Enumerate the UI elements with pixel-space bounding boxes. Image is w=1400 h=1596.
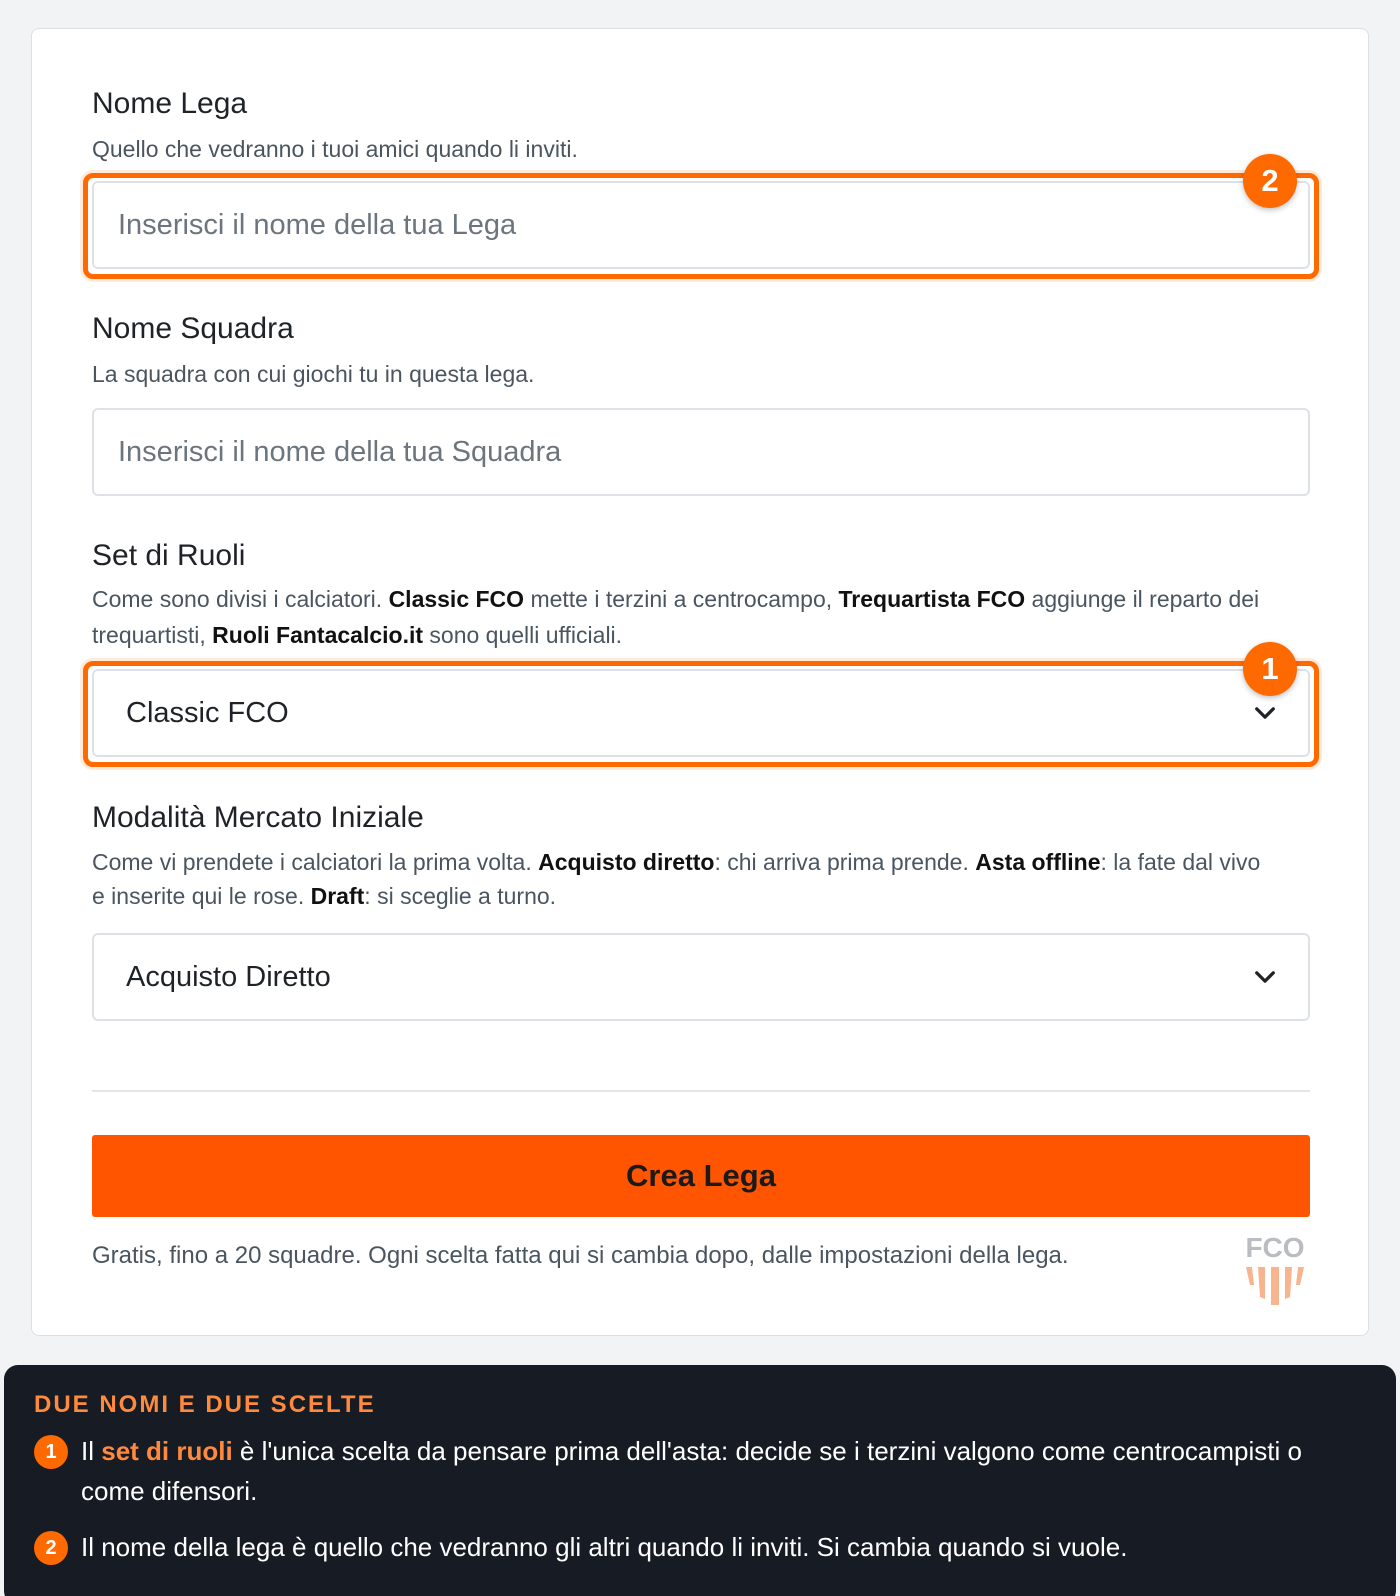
chevron-down-icon [1254,966,1276,988]
form-divider [92,1090,1310,1092]
team-name-input[interactable] [92,408,1310,496]
market-mode-help: Come vi prendete i calciatori la prima volta. Acquisto diretto: chi arriva prima prende. Asta offline: la fate dal vivo e inserite qui le rose. Draft: si sceglie a turno. [92,849,1261,909]
roles-set-select[interactable] [92,669,1310,757]
tip-highlight: set di ruoli [101,1436,233,1466]
league-name-title: Nome Lega [92,87,248,120]
asta-offline-label: Asta offline [975,849,1101,875]
market-mode-title: Modalità Mercato Iniziale [92,801,424,834]
trequartista-fco-label: Trequartista FCO [838,586,1026,612]
tip-text: Il set di ruoli è l'unica scelta da pensare prima dell'asta: decide se i terzini valgono come centrocampisti o come difensori. [81,1436,1302,1506]
ruoli-fantacalcio-label: Ruoli Fantacalcio.it [212,622,424,648]
step-marker-1: 1 [1243,642,1297,696]
tip-item [34,1431,1364,1511]
acquisto-diretto-label: Acquisto diretto [538,849,715,875]
step-marker-2: 2 [1243,154,1297,208]
draft-label: Draft [310,883,365,909]
market-mode-selected-value: Acquisto Diretto [126,960,331,993]
create-league-button[interactable]: Crea Lega [92,1135,1310,1217]
team-name-title: Nome Squadra [92,312,294,345]
tip-text: Il nome della lega è quello che vedranno gli altri quando li inviti. Si cambia quando si vuole. [81,1532,1128,1562]
form-footnote: Gratis, fino a 20 squadre. Ogni scelta fatta qui si cambia dopo, dalle impostazioni della lega. [92,1242,1069,1269]
roles-set-title: Set di Ruoli [92,539,246,572]
roles-set-selected-value: Classic FCO [126,696,289,729]
classic-fco-label: Classic FCO [388,586,525,612]
league-name-help: Quello che vedranno i tuoi amici quando li inviti. [92,136,578,162]
market-mode-select[interactable] [92,933,1310,1021]
fco-logo [1240,1227,1310,1309]
svg-text:FCO: FCO [1245,1232,1305,1263]
create-league-card [31,28,1369,1336]
chevron-down-icon [1254,702,1276,724]
roles-set-help: Come sono divisi i calciatori. Classic FCO mette i terzini a centrocampo, Trequartista FCO aggiunge il reparto dei trequartisti, Ruoli Fantacalcio.it sono quelli ufficiali. [92,586,1260,648]
tips-title: DUE NOMI E DUE SCELTE [34,1391,376,1418]
tip-number-badge: 2 [34,1531,68,1565]
team-name-help: La squadra con cui giochi tu in questa lega. [92,361,535,387]
tip-item [34,1527,1364,1567]
tips-panel [4,1365,1396,1596]
league-name-input[interactable] [92,181,1310,269]
tip-number-badge: 1 [34,1435,68,1469]
